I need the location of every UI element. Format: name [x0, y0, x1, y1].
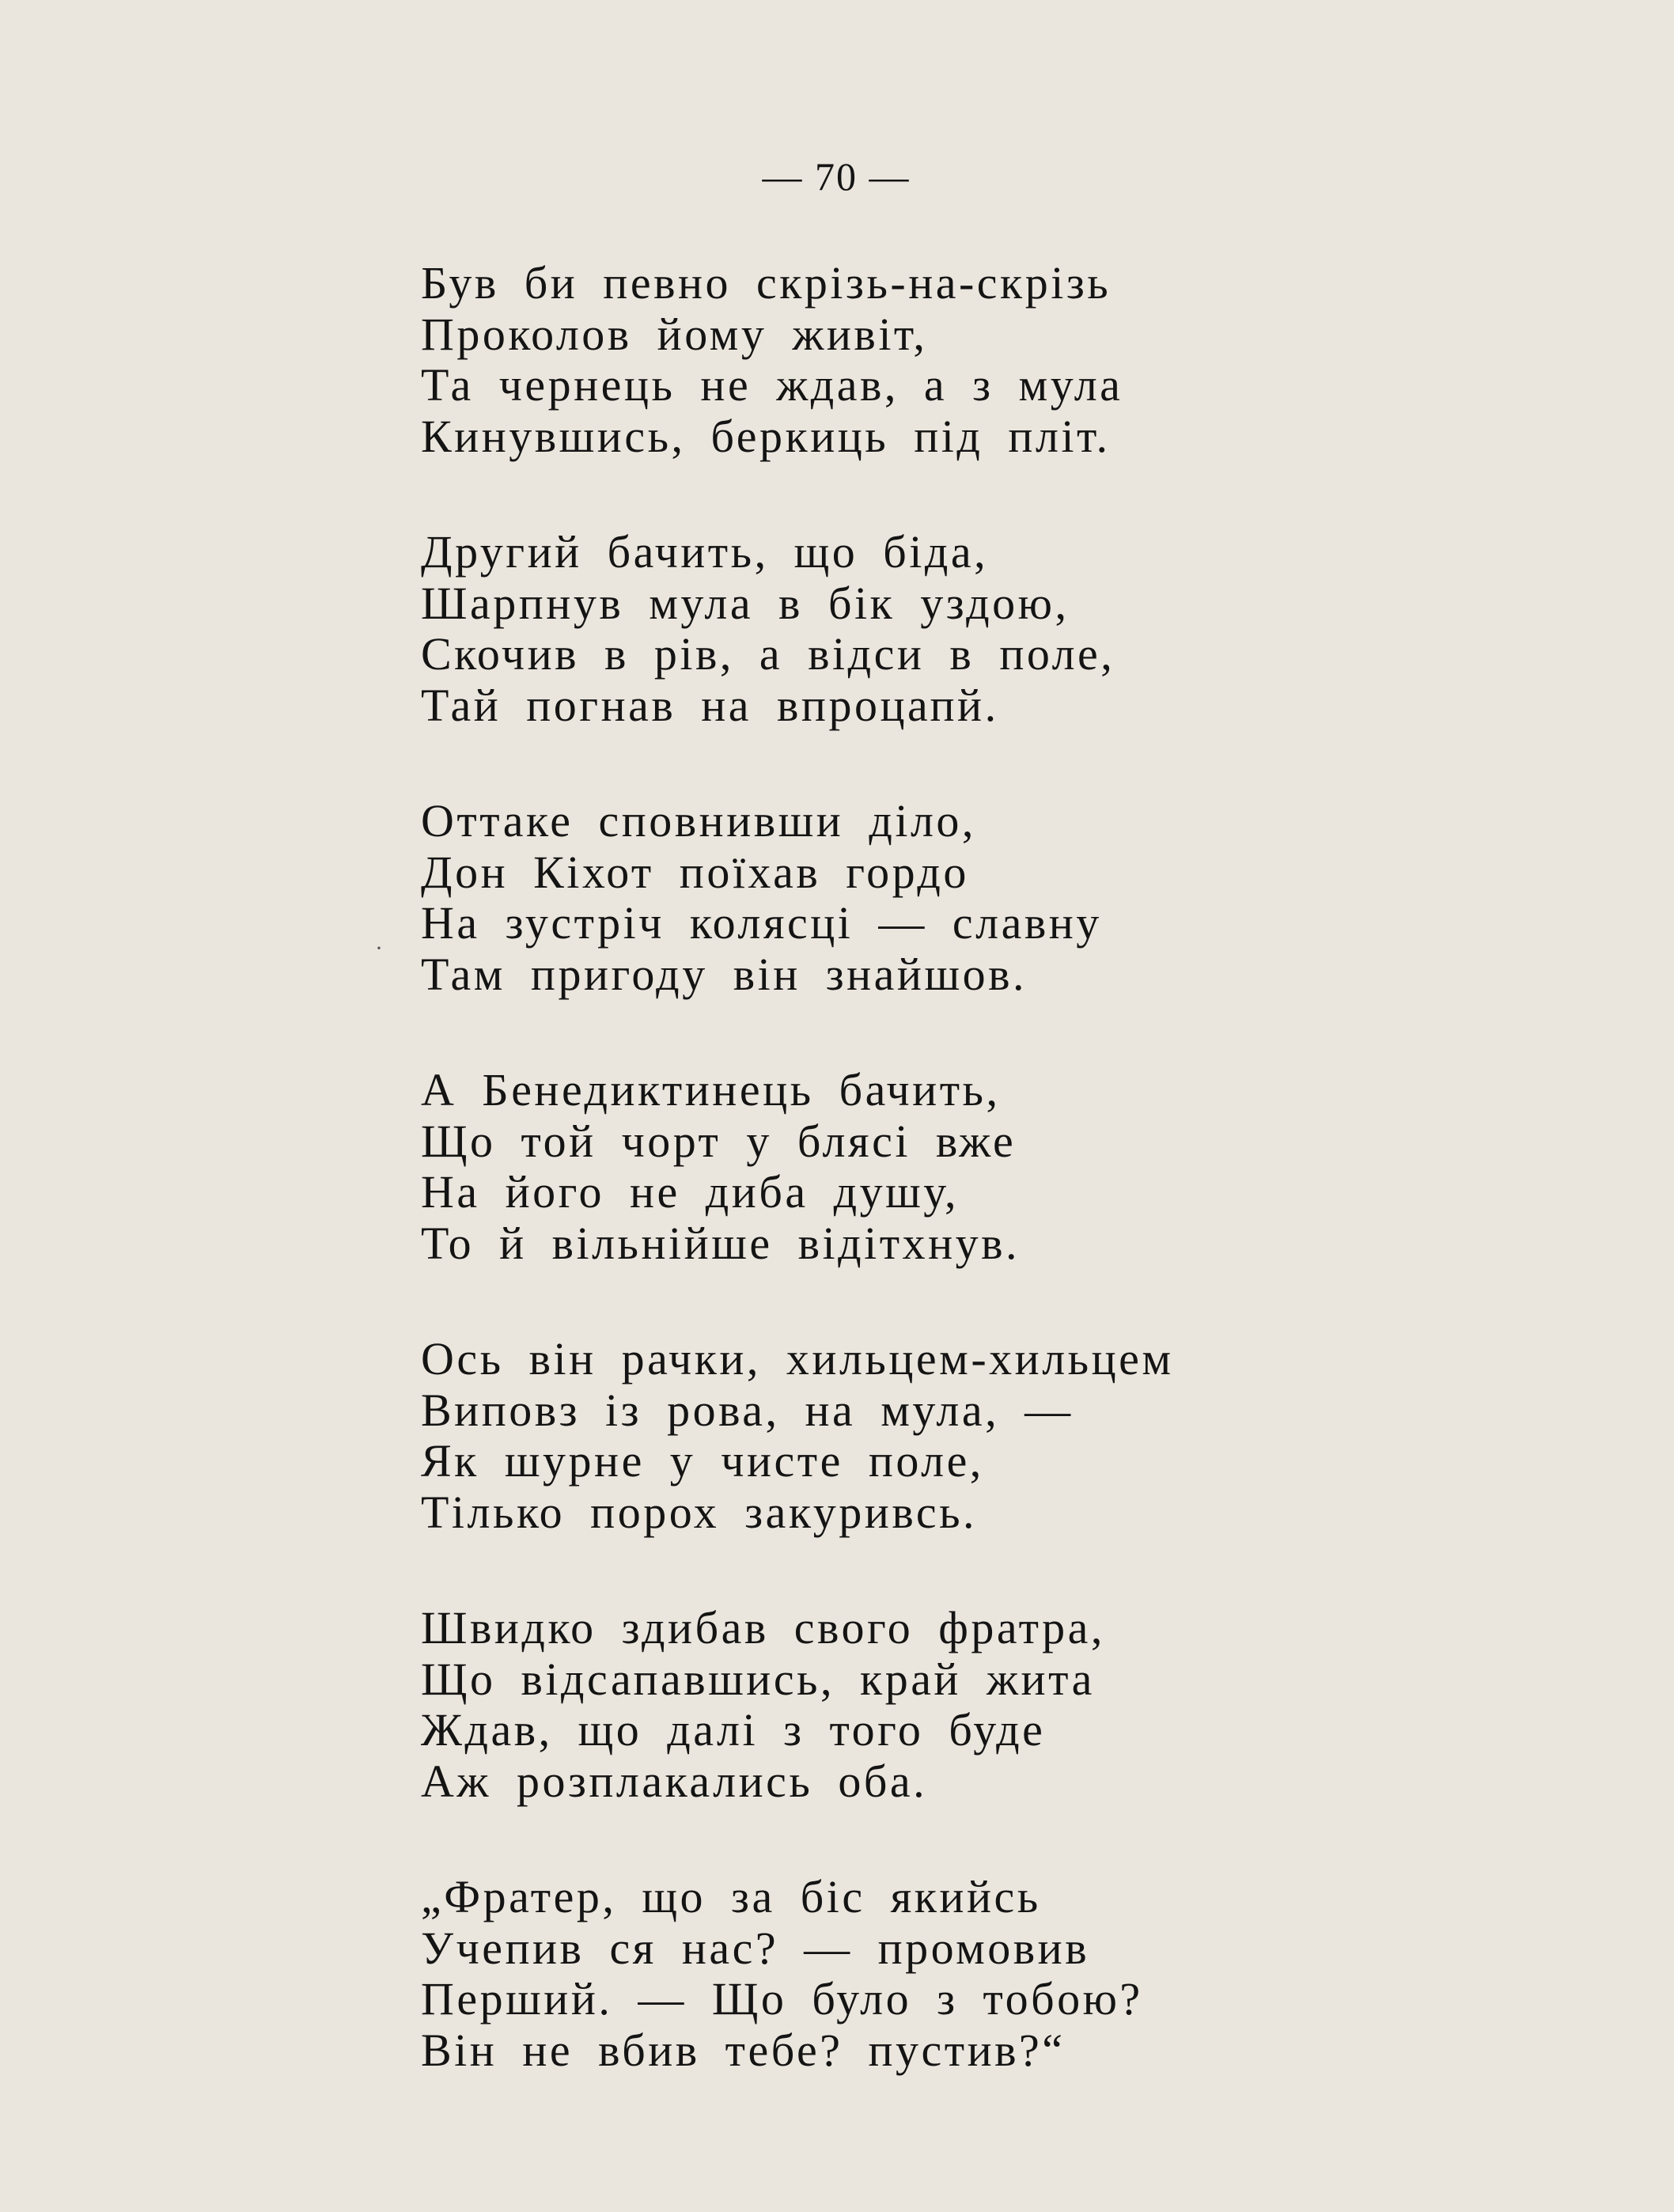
- poem-line: На його не диба душу,: [421, 1166, 959, 1218]
- stanza: [421, 1065, 1354, 1269]
- poem-line: Дон Кіхот поїхав гордо: [421, 846, 969, 898]
- poem-line: Що той чорт у блясі вже: [421, 1115, 1017, 1167]
- poem-line: Тай погнав на впроцапй.: [421, 679, 999, 731]
- poem-line: Там пригоду він знайшов.: [421, 948, 1028, 1000]
- poem-line: Ось він рачки, хильцем-хильцем: [421, 1333, 1174, 1384]
- stanza: [421, 796, 1354, 1000]
- poem-line: То й вільнійше відітхнув.: [421, 1217, 1020, 1269]
- stanza: [421, 1603, 1354, 1807]
- poem-line: Був би певно скрізь-на-скрізь: [421, 257, 1112, 309]
- poem-line: Учепив ся нас? — промовив: [421, 1922, 1090, 1974]
- poem-line: „Фратер, що за біс якийсь: [421, 1871, 1041, 1922]
- poem-line: Перший. — Що було з тобою?: [421, 1973, 1143, 2025]
- poem-line: Тілько порох закуривсь.: [421, 1486, 978, 1538]
- poem-line: А Бенедиктинець бачить,: [421, 1064, 1001, 1115]
- poem-line: Швидко здибав свого фратра,: [421, 1602, 1105, 1653]
- poem-line: Ждав, що далі з того буде: [421, 1704, 1046, 1756]
- poem-line: Виповз із рова, на мула, —: [421, 1384, 1074, 1436]
- poem-line: Другий бачить, що біда,: [421, 526, 989, 578]
- poem-line: Шарпнув мула в бік уздою,: [421, 577, 1070, 629]
- poem-line: Оттаке сповнивши діло,: [421, 795, 976, 847]
- poem-line: Кинувшись, беркиць під пліт.: [421, 410, 1111, 462]
- page-number: — 70 —: [762, 154, 911, 199]
- margin-mark: ·: [375, 935, 383, 961]
- poem-line: На зустріч колясці — славну: [421, 897, 1102, 949]
- poem-line: Як шурне у чисте поле,: [421, 1435, 984, 1487]
- stanza: [421, 1872, 1354, 2076]
- stanza: [421, 1334, 1354, 1538]
- stanza: [421, 258, 1354, 462]
- stanza: [421, 527, 1354, 731]
- poem-line: Проколов йому живіт,: [421, 308, 928, 360]
- poem-line: Він не вбив тебе? пустив?“: [421, 2024, 1066, 2076]
- poem: [421, 258, 1354, 2141]
- poem-line: Та чернець не ждав, а з мула: [421, 359, 1123, 411]
- poem-line: Скочив в рів, а відси в поле,: [421, 628, 1115, 680]
- poem-line: Аж розплакались оба.: [421, 1755, 928, 1807]
- poem-line: Що відсапавшись, край жита: [421, 1653, 1095, 1705]
